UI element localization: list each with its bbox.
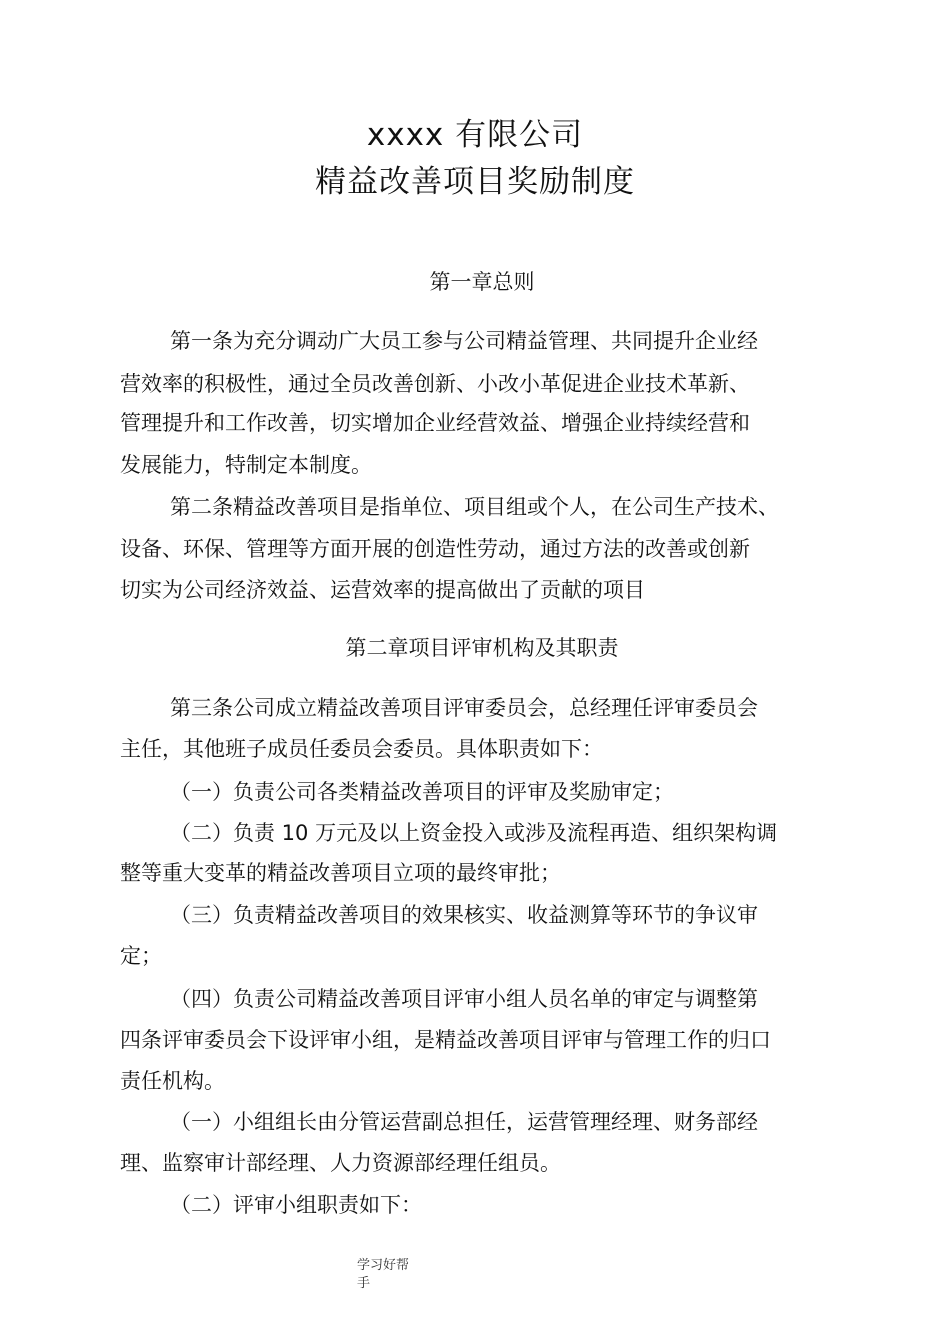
chapter-heading-1: 第一章总则 <box>429 270 535 294</box>
article-3-item-2: 整等重大变革的精益改善项目立项的最终审批； <box>120 861 561 885</box>
footer-text: 学习好帮 <box>357 1258 410 1273</box>
article-2-line: 设备、环保、管理等方面开展的创造性劳动，通过方法的改善或创新 <box>120 537 750 561</box>
article-2-line: 切实为公司经济效益、运营效率的提高做出了贡献的项目 <box>120 578 645 602</box>
article-4-item-1: （一）小组组长由分管运营副总担任，运营管理经理、财务部经 <box>170 1110 758 1134</box>
article-4-item-1: 理、监察审计部经理、人力资源部经理任组员。 <box>120 1151 561 1175</box>
article-4-item-2: （二）评审小组职责如下： <box>170 1193 422 1217</box>
document-title: 精益改善项目奖励制度 <box>315 164 635 200</box>
footer-text: 手 <box>357 1276 371 1291</box>
article-2-line: 第二条精益改善项目是指单位、项目组或个人，在公司生产技术、 <box>170 495 779 519</box>
article-3-item-4: 责任机构。 <box>120 1069 225 1093</box>
article-3-item-3: 定； <box>120 944 162 968</box>
article-3-item-3: （三）负责精益改善项目的效果核实、收益测算等环节的争议审 <box>170 903 758 927</box>
article-1-line: 发展能力，特制定本制度。 <box>120 453 372 477</box>
chapter-heading-2: 第二章项目评审机构及其职责 <box>345 636 619 660</box>
company-title: xxxx 有限公司 <box>366 117 584 153</box>
article-1-line: 管理提升和工作改善，切实增加企业经营效益、增强企业持续经营和 <box>120 411 750 435</box>
article-3-line: 主任，其他班子成员任委员会委员。具体职责如下： <box>120 737 603 761</box>
article-3-item-4: 四条评审委员会下设评审小组，是精益改善项目评审与管理工作的归口 <box>120 1028 771 1052</box>
article-3-line: 第三条公司成立精益改善项目评审委员会，总经理任评审委员会 <box>170 696 758 720</box>
article-3-item-2: （二）负责 10 万元及以上资金投入或涉及流程再造、组织架构调 <box>170 821 778 845</box>
article-3-item-4: （四）负责公司精益改善项目评审小组人员名单的审定与调整第 <box>170 987 758 1011</box>
article-3-item-1: （一）负责公司各类精益改善项目的评审及奖励审定； <box>170 780 674 804</box>
article-1-line: 营效率的积极性，通过全员改善创新、小改小革促进企业技术革新、 <box>120 372 750 396</box>
article-1-line: 第一条为充分调动广大员工参与公司精益管理、共同提升企业经 <box>170 329 758 353</box>
